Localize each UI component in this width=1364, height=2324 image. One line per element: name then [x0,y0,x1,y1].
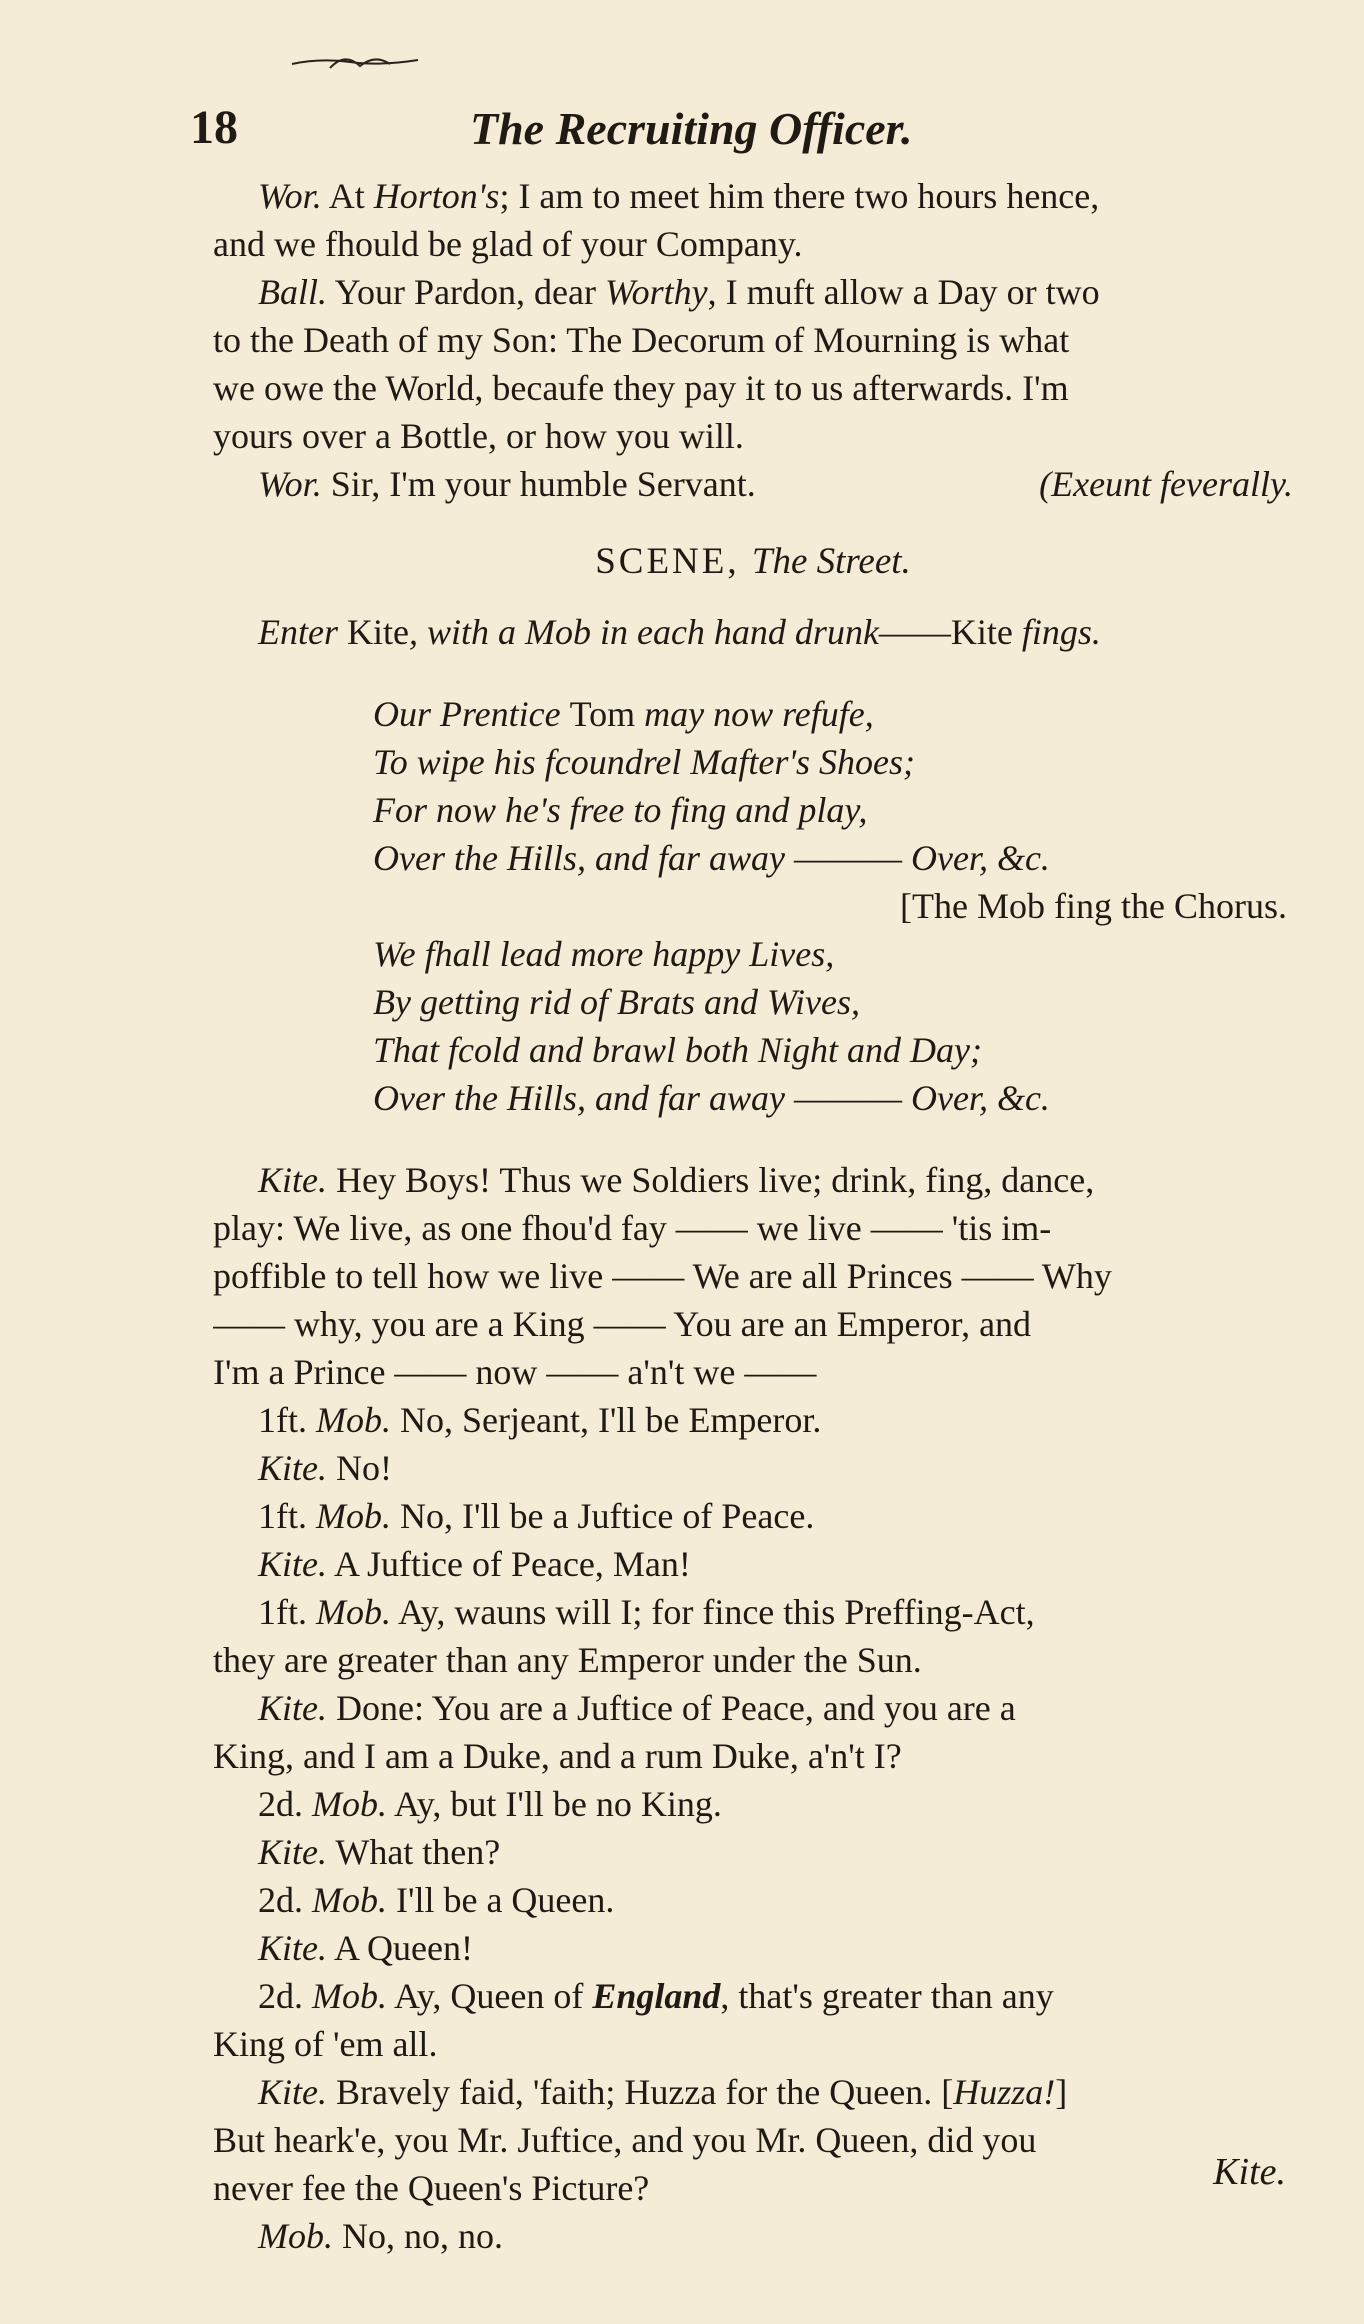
text-run: I'll be a Queen. [387,1880,615,1920]
printers-ornament [290,48,420,74]
text-run: No, no, no. [333,2216,503,2256]
stage-direction: [The Mob fing the Chorus. [900,886,1287,926]
text-line [213,268,1293,316]
text-line [213,2068,1293,2116]
text-run: 2d. [258,1976,312,2016]
dash: —— [878,612,951,652]
speaker: Mob. [316,1496,391,1536]
text-run: Done: You are a Juftice of Peace, and you are a [327,1688,1016,1728]
stage-direction: Huzza! [953,2072,1056,2112]
text-run: Ay, Queen of [387,1976,593,2016]
text-run: Hey Boys! Thus we Soldiers live; drink, fing, dance, [327,1160,1095,1200]
text-line [213,1540,1293,1588]
text-line [213,172,1293,220]
speaker: Kite. [258,2072,327,2112]
speaker: Kite. [258,1448,327,1488]
text-run: Sir, I'm your humble Servant. [321,464,756,504]
speaker: Kite. [258,1832,327,1872]
text-run: Over, &c. [910,1078,1050,1118]
text-run: ] [1055,2072,1068,2112]
text-line [213,1924,1293,1972]
text-line: play: We live, as one fhou'd fay —— we live —— 'tis im- [213,1208,1052,1248]
speaker: Kite. [258,1544,327,1584]
text-run: may now refufe, [635,694,874,734]
running-title: The Recruiting Officer. [470,103,913,154]
song-line [213,690,1293,738]
play-text [213,172,1293,2260]
song-line [213,834,1293,882]
text-line: King, and I am a Duke, and a rum Duke, a'n't I? [213,1736,902,1776]
song-line: For now he's free to fing and play, [373,790,868,830]
text-line [213,1156,1293,1204]
place-name: England [592,1976,721,2016]
speaker: Mob. [258,2216,333,2256]
text-line: they are greater than any Emperor under the Sun. [213,1640,922,1680]
text-run: , with a Mob in each hand drunk [408,612,879,652]
text-run: , I muft allow a Day or two [707,272,1100,312]
speaker: Wor. [258,176,322,216]
text-line [213,1972,1293,2020]
text-line [213,460,1293,508]
speaker: Mob. [312,1976,387,2016]
text-run: fings. [1012,612,1101,652]
text-run: Over, &c. [910,838,1050,878]
text-run: , that's greater than any [720,1976,1054,2016]
running-header [190,100,1280,170]
text-run: A Queen! [327,1928,473,1968]
text-run: 1ft. [258,1400,316,1440]
text-run: Ay, wauns will I; for fince this Preffing-Act, [391,1592,1035,1632]
scene-location: The Street. [751,541,911,582]
text-run: ; I am to meet him there two hours hence, [499,176,1100,216]
song-line: We fhall lead more happy Lives, [373,934,835,974]
text-run: 2d. [258,1880,312,1920]
stage-direction [213,608,1293,656]
text-run: SCENE, [595,541,752,582]
speaker: Kite. [258,1688,327,1728]
speaker: Mob. [312,1784,387,1824]
speaker: Mob. [316,1592,391,1632]
text-run: No! [327,1448,392,1488]
text-line: King of 'em all. [213,2024,438,2064]
character-name: Kite [950,612,1013,652]
text-run: Ay, but I'll be no King. [387,1784,722,1824]
speaker: Wor. [258,464,322,504]
text-run: No, Serjeant, I'll be Emperor. [391,1400,822,1440]
text-run: Our Prentice [373,694,570,734]
spacer [213,1122,1293,1156]
speaker: Kite. [258,1928,327,1968]
speaker: Mob. [312,1880,387,1920]
text-line [213,1588,1293,1636]
text-line: and we fhould be glad of your Company. [213,224,803,264]
text-line: —— why, you are a King —— You are an Emperor, and [213,1304,1032,1344]
text-run: No, I'll be a Juftice of Peace. [391,1496,815,1536]
dash: ——— [784,838,911,878]
place-name: Horton's [373,176,500,216]
text-line: to the Death of my Son: The Decorum of Mourning is what [213,320,1070,360]
text-line [213,1780,1293,1828]
text-run: Your Pardon, dear [327,272,605,312]
song-line: That fcold and brawl both Night and Day; [373,1030,983,1070]
text-line: we owe the World, becaufe they pay it to us afterwards. I'm [213,368,1069,408]
speaker: Kite. [258,1160,327,1200]
text-line [213,1876,1293,1924]
speaker: Mob. [316,1400,391,1440]
text-run: Over the Hills, and far away [373,838,785,878]
text-line: never fee the Queen's Picture? [213,2168,650,2208]
text-run: 2d. [258,1784,312,1824]
text-run: Bravely faid, 'faith; Huzza for the Queen. [ [327,2072,954,2112]
song-line: To wipe his fcoundrel Mafter's Shoes; [373,742,916,782]
text-line [213,1444,1293,1492]
text-line [213,1396,1293,1444]
catchword: Kite. [1213,2151,1286,2193]
text-line: poffible to tell how we live —— We are all Princes —— Why [213,1256,1112,1296]
text-line: yours over a Bottle, or how you will. [213,416,744,456]
text-line: I'm a Prince —— now —— a'n't we —— [213,1352,817,1392]
speaker: Ball. [258,272,327,312]
text-line [213,1684,1293,1732]
text-line: But heark'e, you Mr. Juftice, and you Mr. Queen, did you [213,2120,1037,2160]
character-name: Kite [346,612,409,652]
text-run: What then? [327,1832,501,1872]
text-line [213,1492,1293,1540]
text-line [213,2212,1293,2260]
song-line [213,1074,1293,1122]
song-line: By getting rid of Brats and Wives, [373,982,860,1022]
text-run: Over the Hills, and far away [373,1078,785,1118]
text-line [213,1828,1293,1876]
character-name: Worthy [604,272,708,312]
stage-direction: (Exeunt feverally. [1039,464,1293,504]
page-number: 18 [190,101,238,154]
text-run: At [321,176,374,216]
dash: ——— [784,1078,911,1118]
scene-heading [213,538,1293,586]
spacer [213,656,1293,690]
text-run: 1ft. [258,1496,316,1536]
text-run: 1ft. [258,1592,316,1632]
character-name: Tom [569,694,636,734]
text-run: A Juftice of Peace, Man! [327,1544,691,1584]
text-run: Enter [258,612,347,652]
